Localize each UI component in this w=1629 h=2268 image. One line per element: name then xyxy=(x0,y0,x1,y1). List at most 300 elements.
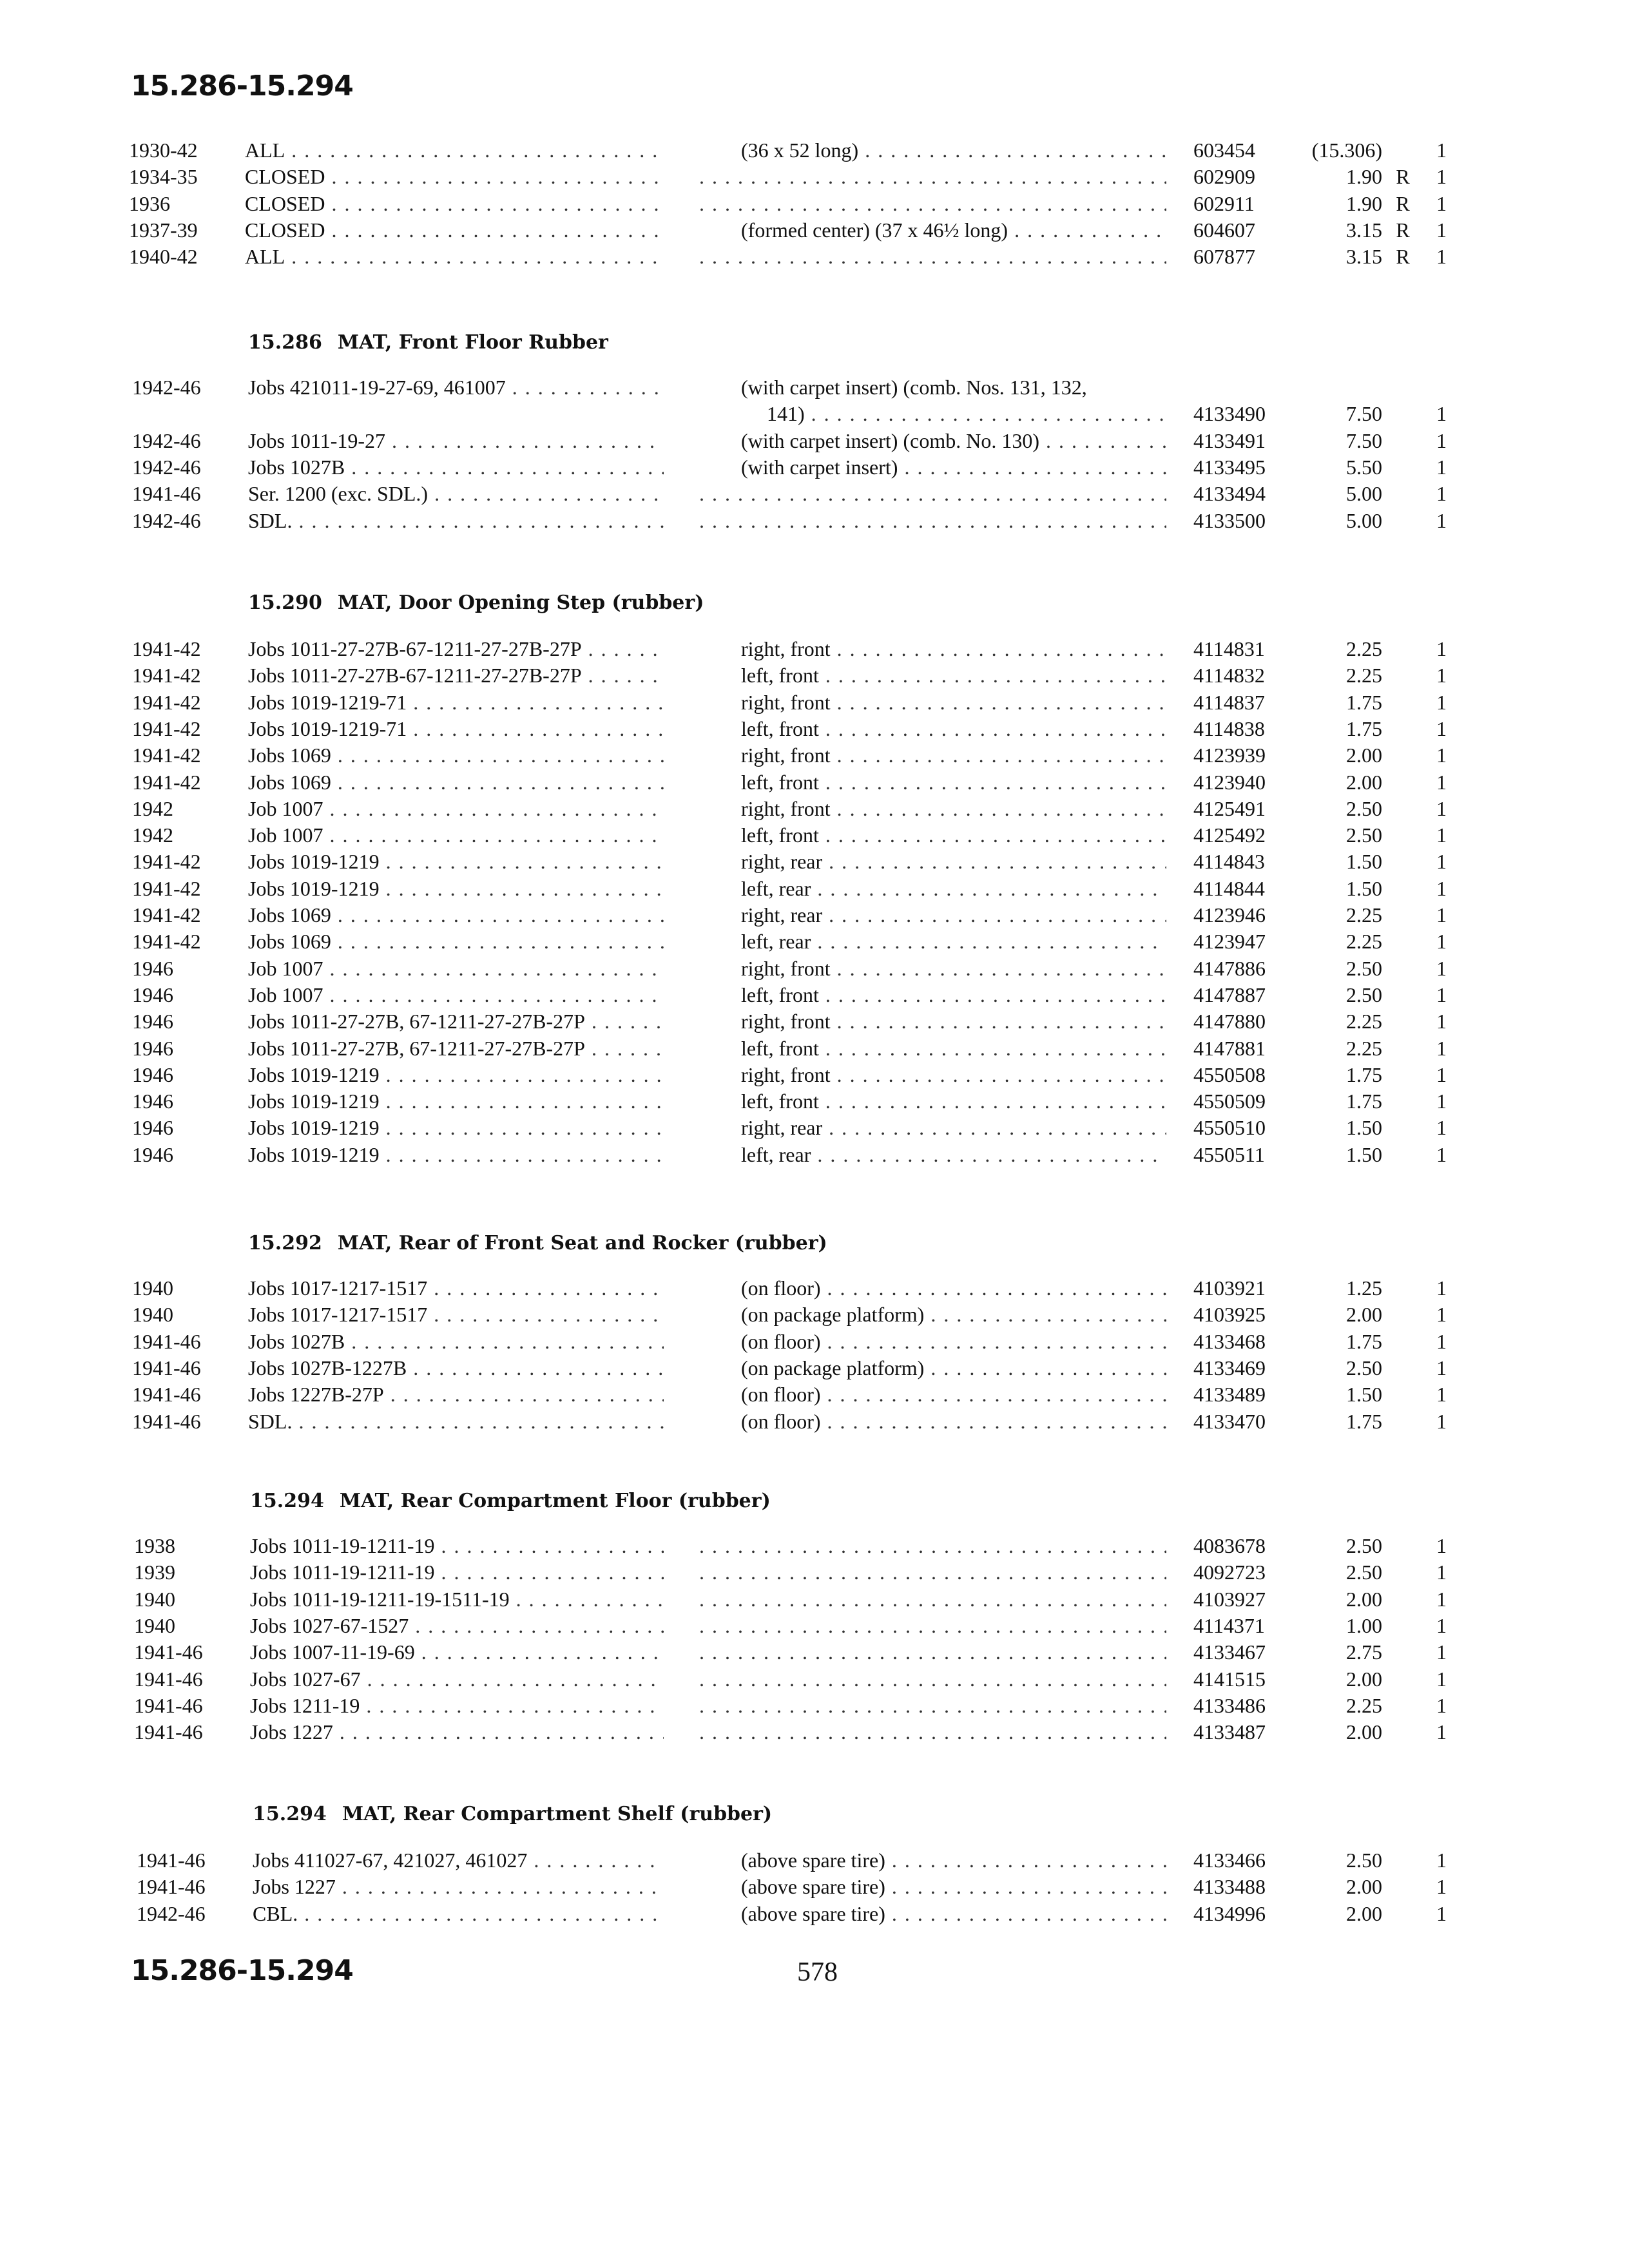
section-title xyxy=(253,1803,772,1825)
note-cell: right, front . . . xyxy=(741,742,1166,769)
year-cell: 1941-42 xyxy=(132,903,201,927)
note-cell: left, rear . . . xyxy=(741,875,1166,902)
part-number-cell: 4092723 xyxy=(1193,1561,1266,1584)
price-cell: 1.75 xyxy=(1346,716,1382,740)
note-cell xyxy=(699,163,1166,190)
year-cell: 1942-46 xyxy=(132,428,201,452)
quantity-cell: 1 xyxy=(1436,139,1447,162)
note-cell: (36 x 52 long) . . . xyxy=(741,137,1166,164)
part-number-cell: 4103921 xyxy=(1193,1276,1266,1300)
part-number-cell: 4147880 xyxy=(1193,1010,1266,1033)
part-number-cell: 4550510 xyxy=(1193,1116,1266,1140)
description-cell: Jobs 411027-67, 421027, 461027 . . . xyxy=(253,1847,664,1874)
part-number-cell: 4114843 xyxy=(1193,850,1265,874)
description-cell: Jobs 1069 . . . xyxy=(248,928,664,955)
note-cell xyxy=(699,1559,1166,1586)
part-number-cell: 4133468 xyxy=(1193,1329,1266,1353)
part-number-cell: 4123947 xyxy=(1193,930,1266,954)
part-number-cell: 4133486 xyxy=(1193,1693,1266,1717)
year-cell: 1940 xyxy=(134,1613,175,1637)
description-cell: SDL. . . . xyxy=(248,1408,664,1435)
description-cell: Jobs 421011-19-27-69, 461007 . . . xyxy=(248,374,664,401)
description-cell: ALL . . . xyxy=(245,243,664,270)
note-cell xyxy=(699,1612,1166,1639)
note-cell: 141) . . . xyxy=(767,400,1166,427)
part-number-cell: 4114838 xyxy=(1193,716,1265,740)
year-cell: 1940 xyxy=(132,1303,173,1327)
table-row xyxy=(0,955,1629,982)
price-cell: 3.15 xyxy=(1346,218,1382,242)
year-cell: 1942-46 xyxy=(137,1901,206,1925)
part-number-cell: 4133495 xyxy=(1193,455,1266,479)
price-cell: 1.90 xyxy=(1346,165,1382,189)
price-cell: 2.25 xyxy=(1346,1036,1382,1060)
quantity-cell: 1 xyxy=(1436,1142,1447,1166)
quantity-cell: 1 xyxy=(1436,637,1447,660)
note-cell xyxy=(699,190,1166,217)
price-cell: 2.50 xyxy=(1346,1849,1382,1872)
table-row xyxy=(0,1873,1629,1900)
price-cell: 2.25 xyxy=(1346,637,1382,660)
part-number-cell: 4123940 xyxy=(1193,770,1266,794)
quantity-cell: 1 xyxy=(1436,1901,1447,1925)
quantity-cell: 1 xyxy=(1436,402,1447,426)
description-cell: Jobs 1019-1219-71 . . . xyxy=(248,689,664,716)
part-number-cell: 4133470 xyxy=(1193,1409,1266,1433)
part-number-cell: 4133494 xyxy=(1193,482,1266,506)
quantity-cell: 1 xyxy=(1436,1849,1447,1872)
price-cell: 2.00 xyxy=(1346,1720,1382,1744)
part-number-cell: 4550511 xyxy=(1193,1142,1265,1166)
page-header-range: 15.286-15.294 xyxy=(131,70,353,102)
quantity-cell: 1 xyxy=(1436,930,1447,954)
section-title xyxy=(250,1490,771,1512)
note-cell: right, rear . . . xyxy=(741,1114,1166,1141)
price-cell: 1.75 xyxy=(1346,690,1382,714)
part-number-cell: 4147887 xyxy=(1193,983,1266,1006)
quantity-cell: 1 xyxy=(1436,1587,1447,1611)
price-cell: 2.25 xyxy=(1346,664,1382,687)
price-cell: 1.50 xyxy=(1346,1116,1382,1140)
part-number-cell: 4125492 xyxy=(1193,823,1266,847)
note-cell: right, front . . . xyxy=(741,795,1166,822)
section-title xyxy=(248,591,704,614)
note-cell: right, rear . . . xyxy=(741,901,1166,928)
part-number-cell: 4114837 xyxy=(1193,690,1265,714)
description-cell: Jobs 1019-1219 . . . xyxy=(248,848,664,875)
description-cell: Jobs 1069 . . . xyxy=(248,769,664,796)
part-number-cell: 4083678 xyxy=(1193,1534,1266,1557)
price-cell: 1.50 xyxy=(1346,1142,1382,1166)
part-number-cell: 4133467 xyxy=(1193,1640,1266,1664)
return-flag-cell: R xyxy=(1396,165,1410,189)
table-row xyxy=(0,1718,1629,1745)
quantity-cell: 1 xyxy=(1436,1875,1447,1899)
year-cell: 1940 xyxy=(134,1587,175,1611)
year-cell: 1941-46 xyxy=(134,1693,203,1717)
section-number: 15.290 xyxy=(248,591,322,614)
table-row xyxy=(0,216,1629,244)
year-cell: 1942-46 xyxy=(132,508,201,532)
table-row xyxy=(0,1354,1629,1381)
price-cell: 1.75 xyxy=(1346,1062,1382,1086)
table-row xyxy=(0,981,1629,1008)
price-cell: 2.25 xyxy=(1346,1693,1382,1717)
table-row xyxy=(0,507,1629,534)
price-cell: 2.50 xyxy=(1346,1534,1382,1557)
note-cell: left, front . . . xyxy=(741,715,1166,742)
note-cell: (with carpet insert) (comb. Nos. 131, 132, xyxy=(741,376,1087,399)
price-cell: 1.90 xyxy=(1346,191,1382,215)
quantity-cell: 1 xyxy=(1436,876,1447,900)
section-heading: MAT, Rear Compartment Shelf (rubber) xyxy=(342,1803,773,1825)
table-row xyxy=(0,901,1629,928)
note-cell: (on floor) . . . xyxy=(741,1408,1166,1435)
quantity-cell: 1 xyxy=(1436,770,1447,794)
table-row xyxy=(0,715,1629,742)
year-cell: 1941-42 xyxy=(132,930,201,954)
year-cell: 1941-46 xyxy=(132,482,201,506)
note-cell: (above spare tire) . . . xyxy=(741,1847,1166,1874)
part-number-cell: 4114371 xyxy=(1193,1613,1265,1637)
note-cell xyxy=(699,507,1166,534)
description-cell: Jobs 1227B-27P . . . xyxy=(248,1381,664,1408)
year-cell: 1930-42 xyxy=(129,139,198,162)
year-cell: 1942-46 xyxy=(132,376,201,399)
table-row xyxy=(0,1666,1629,1693)
year-cell: 1942 xyxy=(132,823,173,847)
quantity-cell: 1 xyxy=(1436,1303,1447,1327)
part-number-cell: 4134996 xyxy=(1193,1901,1266,1925)
table-row xyxy=(0,875,1629,902)
year-cell: 1941-42 xyxy=(132,770,201,794)
part-number-cell: 4123946 xyxy=(1193,903,1266,927)
quantity-cell: 1 xyxy=(1436,1640,1447,1664)
part-number-cell: 4133491 xyxy=(1193,428,1266,452)
table-row xyxy=(0,1381,1629,1408)
quantity-cell: 1 xyxy=(1436,903,1447,927)
section-number: 15.294 xyxy=(253,1803,327,1825)
quantity-cell: 1 xyxy=(1436,482,1447,506)
price-cell: 1.50 xyxy=(1346,850,1382,874)
table-row xyxy=(0,1639,1629,1666)
table-row xyxy=(0,848,1629,875)
page-number: 578 xyxy=(797,1957,838,1987)
quantity-cell: 1 xyxy=(1436,850,1447,874)
part-number-cell: 4103927 xyxy=(1193,1587,1266,1611)
price-cell: 1.50 xyxy=(1346,876,1382,900)
note-cell: left, front . . . xyxy=(741,1035,1166,1062)
year-cell: 1934-35 xyxy=(129,165,198,189)
description-cell: Jobs 1227 . . . xyxy=(250,1718,664,1745)
description-cell: Jobs 1017-1217-1517 . . . xyxy=(248,1274,664,1302)
page-footer-range: 15.286-15.294 xyxy=(131,1954,353,1987)
part-number-cell: 4114844 xyxy=(1193,876,1265,900)
year-cell: 1939 xyxy=(134,1561,175,1584)
table-row xyxy=(0,795,1629,822)
note-cell: left, front . . . xyxy=(741,822,1166,849)
price-cell: 1.25 xyxy=(1346,1276,1382,1300)
year-cell: 1946 xyxy=(132,1116,173,1140)
quantity-cell: 1 xyxy=(1436,1383,1447,1407)
description-cell: Jobs 1019-1219 . . . xyxy=(248,1088,664,1115)
description-cell: Jobs 1027B . . . xyxy=(248,454,664,481)
table-row xyxy=(0,662,1629,689)
quantity-cell: 1 xyxy=(1436,1116,1447,1140)
price-cell: 2.25 xyxy=(1346,930,1382,954)
quantity-cell: 1 xyxy=(1436,218,1447,242)
price-cell: 2.00 xyxy=(1346,1303,1382,1327)
note-cell: right, rear . . . xyxy=(741,848,1166,875)
quantity-cell: 1 xyxy=(1436,1062,1447,1086)
part-number-cell: 4133490 xyxy=(1193,402,1266,426)
quantity-cell: 1 xyxy=(1436,1667,1447,1691)
description-cell: Jobs 1069 . . . xyxy=(248,901,664,928)
year-cell: 1941-42 xyxy=(132,664,201,687)
part-number-cell: 4133469 xyxy=(1193,1356,1266,1379)
table-row xyxy=(0,742,1629,769)
price-cell: 2.50 xyxy=(1346,1561,1382,1584)
quantity-cell: 1 xyxy=(1436,1036,1447,1060)
year-cell: 1946 xyxy=(132,1062,173,1086)
note-cell xyxy=(699,243,1166,270)
table-row xyxy=(0,1847,1629,1874)
table-row xyxy=(0,400,1629,427)
price-cell: 2.00 xyxy=(1346,1875,1382,1899)
description-cell: Jobs 1017-1217-1517 . . . xyxy=(248,1301,664,1328)
part-number-cell: 602909 xyxy=(1193,165,1255,189)
quantity-cell: 1 xyxy=(1436,1693,1447,1717)
note-cell: (on package platform) . . . xyxy=(741,1354,1166,1381)
table-row xyxy=(0,374,1629,401)
quantity-cell: 1 xyxy=(1436,1276,1447,1300)
table-row xyxy=(0,454,1629,481)
table-row xyxy=(0,689,1629,716)
description-cell: Jobs 1007-11-19-69 . . . xyxy=(250,1639,664,1666)
part-number-cell: 4133500 xyxy=(1193,508,1266,532)
year-cell: 1946 xyxy=(132,1090,173,1113)
price-cell: 2.00 xyxy=(1346,744,1382,767)
table-row xyxy=(0,1692,1629,1719)
note-cell: left, front . . . xyxy=(741,1088,1166,1115)
description-cell: CLOSED . . . xyxy=(245,216,664,244)
price-cell: 1.75 xyxy=(1346,1090,1382,1113)
note-cell: left, front . . . xyxy=(741,981,1166,1008)
description-cell: Jobs 1019-1219-71 . . . xyxy=(248,715,664,742)
note-cell: right, front . . . xyxy=(741,955,1166,982)
price-cell: 2.50 xyxy=(1346,823,1382,847)
description-cell: Jobs 1019-1219 . . . xyxy=(248,1114,664,1141)
note-cell: left, rear . . . xyxy=(741,928,1166,955)
quantity-cell: 1 xyxy=(1436,1613,1447,1637)
description-cell: Jobs 1227 . . . xyxy=(253,1873,664,1900)
quantity-cell: 1 xyxy=(1436,690,1447,714)
note-cell: (above spare tire) . . . xyxy=(741,1873,1166,1900)
part-number-cell: 607877 xyxy=(1193,245,1255,269)
price-cell: 2.50 xyxy=(1346,956,1382,980)
quantity-cell: 1 xyxy=(1436,455,1447,479)
price-cell: 1.50 xyxy=(1346,1383,1382,1407)
part-number-cell: 602911 xyxy=(1193,191,1255,215)
year-cell: 1941-42 xyxy=(132,744,201,767)
price-cell: 2.75 xyxy=(1346,1640,1382,1664)
part-number-cell: 4114832 xyxy=(1193,664,1265,687)
description-cell: Jobs 1019-1219 . . . xyxy=(248,1141,664,1168)
quantity-cell: 1 xyxy=(1436,796,1447,820)
price-cell: 2.00 xyxy=(1346,1667,1382,1691)
table-row xyxy=(0,1274,1629,1302)
price-cell: 2.00 xyxy=(1346,1587,1382,1611)
table-row xyxy=(0,1408,1629,1435)
table-row xyxy=(0,1612,1629,1639)
note-cell: right, front . . . xyxy=(741,1061,1166,1088)
note-cell xyxy=(699,1692,1166,1719)
quantity-cell: 1 xyxy=(1436,716,1447,740)
part-number-cell: 604607 xyxy=(1193,218,1255,242)
year-cell: 1941-42 xyxy=(132,850,201,874)
description-cell: Jobs 1027B . . . xyxy=(248,1328,664,1355)
price-cell: 2.50 xyxy=(1346,796,1382,820)
table-row xyxy=(0,769,1629,796)
year-cell: 1941-46 xyxy=(134,1640,203,1664)
note-cell xyxy=(699,480,1166,507)
quantity-cell: 1 xyxy=(1436,1356,1447,1379)
description-cell: Jobs 1027-67 . . . xyxy=(250,1666,664,1693)
description-cell: Job 1007 . . . xyxy=(248,822,664,849)
price-cell: 2.25 xyxy=(1346,1010,1382,1033)
description-cell: Jobs 1027-67-1527 . . . xyxy=(250,1612,664,1639)
year-cell: 1946 xyxy=(132,1010,173,1033)
note-cell xyxy=(699,1639,1166,1666)
description-cell: Jobs 1011-27-27B-67-1211-27-27B-27P . . . xyxy=(248,635,664,662)
quantity-cell: 1 xyxy=(1436,983,1447,1006)
table-row xyxy=(0,1559,1629,1586)
year-cell: 1938 xyxy=(134,1534,175,1557)
quantity-cell: 1 xyxy=(1436,191,1447,215)
description-cell: Jobs 1019-1219 . . . xyxy=(248,875,664,902)
table-row xyxy=(0,163,1629,190)
year-cell: 1941-42 xyxy=(132,637,201,660)
part-number-cell: 4114831 xyxy=(1193,637,1265,660)
description-cell: Jobs 1011-19-27 . . . xyxy=(248,427,664,454)
year-cell: 1940-42 xyxy=(129,245,198,269)
note-cell: (with carpet insert) (comb. No. 130) . . . xyxy=(741,427,1166,454)
price-cell: 2.50 xyxy=(1346,983,1382,1006)
part-number-cell: 603454 xyxy=(1193,139,1255,162)
quantity-cell: 1 xyxy=(1436,428,1447,452)
description-cell: Jobs 1011-27-27B, 67-1211-27-27B-27P . . . xyxy=(248,1008,664,1035)
section-heading: MAT, Front Floor Rubber xyxy=(337,331,608,354)
section-heading: MAT, Rear of Front Seat and Rocker (rubber) xyxy=(337,1232,827,1254)
quantity-cell: 1 xyxy=(1436,1409,1447,1433)
table-row xyxy=(0,1328,1629,1355)
description-cell: Ser. 1200 (exc. SDL.) . . . xyxy=(248,480,664,507)
part-number-cell: 4133488 xyxy=(1193,1875,1266,1899)
table-row xyxy=(0,822,1629,849)
price-cell: 1.00 xyxy=(1346,1613,1382,1637)
price-cell: 5.00 xyxy=(1346,482,1382,506)
description-cell: CBL. . . . xyxy=(253,1900,664,1927)
description-cell: CLOSED . . . xyxy=(245,163,664,190)
year-cell: 1941-46 xyxy=(134,1667,203,1691)
return-flag-cell: R xyxy=(1396,191,1410,215)
table-row xyxy=(0,1061,1629,1088)
description-cell: Jobs 1011-27-27B-67-1211-27-27B-27P . . . xyxy=(248,662,664,689)
price-cell: 1.75 xyxy=(1346,1329,1382,1353)
quantity-cell: 1 xyxy=(1436,1561,1447,1584)
year-cell: 1941-42 xyxy=(132,716,201,740)
price-cell: 2.00 xyxy=(1346,770,1382,794)
description-cell: Jobs 1011-19-1211-19 . . . xyxy=(250,1559,664,1586)
price-cell: 5.50 xyxy=(1346,455,1382,479)
note-cell: left, front . . . xyxy=(741,769,1166,796)
year-cell: 1941-46 xyxy=(137,1849,206,1872)
note-cell xyxy=(699,1532,1166,1559)
section-heading: MAT, Rear Compartment Floor (rubber) xyxy=(339,1490,771,1512)
section-title xyxy=(248,331,608,354)
description-cell: ALL . . . xyxy=(245,137,664,164)
year-cell: 1941-42 xyxy=(132,690,201,714)
year-cell: 1942 xyxy=(132,796,173,820)
price-cell: 5.00 xyxy=(1346,508,1382,532)
note-cell: (on floor) . . . xyxy=(741,1274,1166,1302)
quantity-cell: 1 xyxy=(1436,1720,1447,1744)
year-cell: 1936 xyxy=(129,191,170,215)
note-cell: (on floor) . . . xyxy=(741,1381,1166,1408)
description-cell: Job 1007 . . . xyxy=(248,981,664,1008)
description-cell: Job 1007 . . . xyxy=(248,795,664,822)
price-cell: 2.00 xyxy=(1346,1901,1382,1925)
year-cell: 1937-39 xyxy=(129,218,198,242)
note-cell: (on floor) . . . xyxy=(741,1328,1166,1355)
return-flag-cell: R xyxy=(1396,218,1410,242)
quantity-cell: 1 xyxy=(1436,1329,1447,1353)
table-row xyxy=(0,137,1629,164)
note-cell: right, front . . . xyxy=(741,1008,1166,1035)
price-cell: 2.50 xyxy=(1346,1356,1382,1379)
part-number-cell: 4103925 xyxy=(1193,1303,1266,1327)
quantity-cell: 1 xyxy=(1436,823,1447,847)
quantity-cell: 1 xyxy=(1436,245,1447,269)
quantity-cell: 1 xyxy=(1436,165,1447,189)
year-cell: 1946 xyxy=(132,956,173,980)
table-row xyxy=(0,1141,1629,1168)
section-number: 15.292 xyxy=(248,1232,322,1254)
description-cell: SDL. . . . xyxy=(248,507,664,534)
table-row xyxy=(0,635,1629,662)
quantity-cell: 1 xyxy=(1436,1010,1447,1033)
section-number: 15.286 xyxy=(248,331,322,354)
description-cell: Jobs 1011-19-1211-19-1511-19 . . . xyxy=(250,1586,664,1613)
table-row xyxy=(0,1586,1629,1613)
part-number-cell: 4550509 xyxy=(1193,1090,1266,1113)
year-cell: 1941-46 xyxy=(137,1875,206,1899)
quantity-cell: 1 xyxy=(1436,744,1447,767)
description-cell: Jobs 1011-27-27B, 67-1211-27-27B-27P . . . xyxy=(248,1035,664,1062)
note-cell: left, front . . . xyxy=(741,662,1166,689)
year-cell: 1941-46 xyxy=(132,1383,201,1407)
year-cell: 1940 xyxy=(132,1276,173,1300)
part-number-cell: 4141515 xyxy=(1193,1667,1266,1691)
table-row xyxy=(0,190,1629,217)
part-number-cell: 4550508 xyxy=(1193,1062,1266,1086)
note-cell: (with carpet insert) . . . xyxy=(741,454,1166,481)
part-number-cell: 4147886 xyxy=(1193,956,1266,980)
year-cell: 1946 xyxy=(132,1036,173,1060)
return-flag-cell: R xyxy=(1396,245,1410,269)
year-cell: 1946 xyxy=(132,983,173,1006)
table-row xyxy=(0,480,1629,507)
